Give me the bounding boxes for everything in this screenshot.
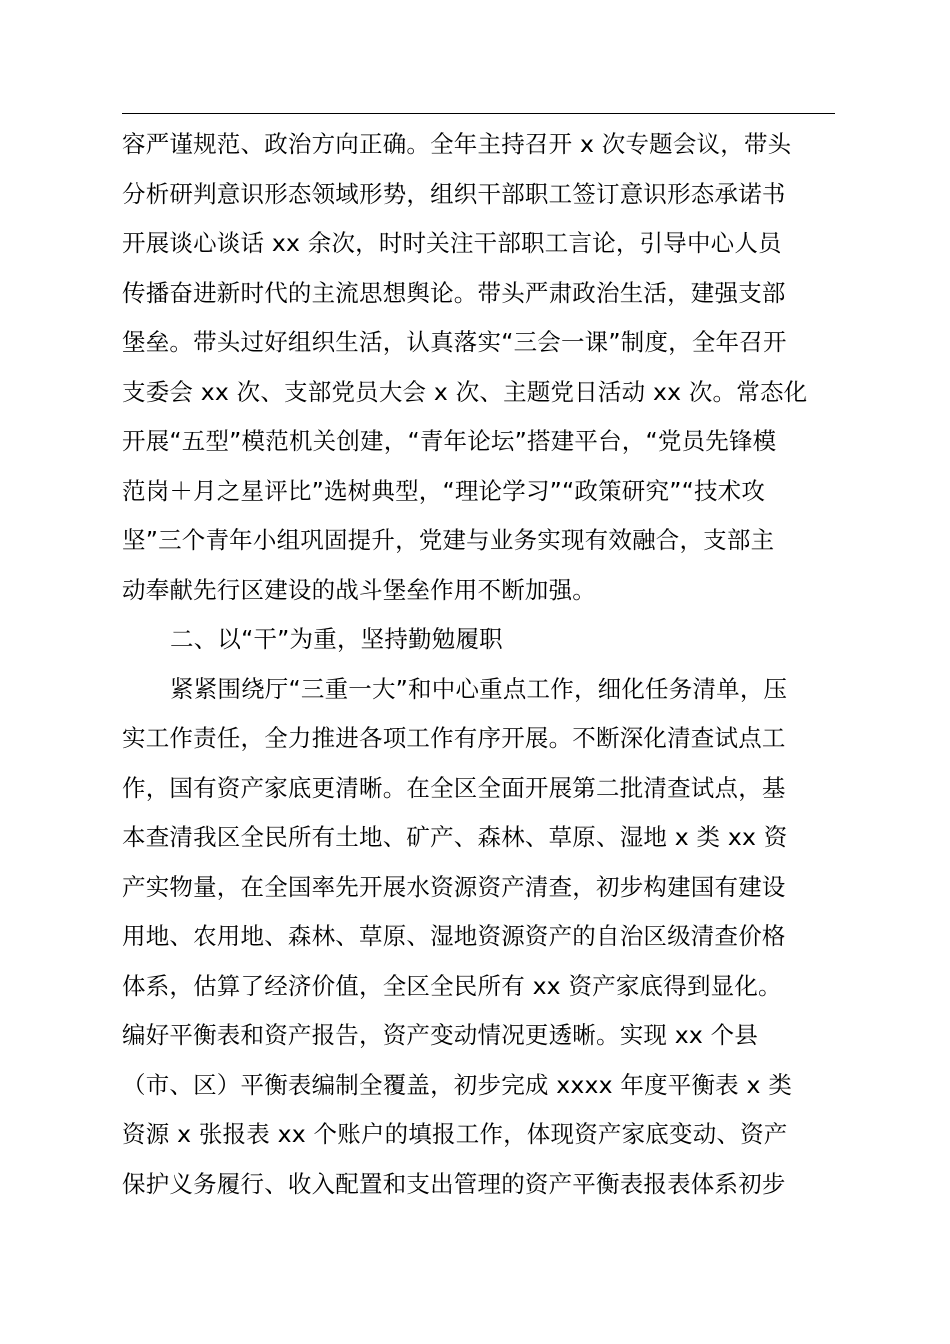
- text-line-9: 坚”三个青年小组巩固提升，党建与业务实现有效融合，支部主: [122, 526, 775, 554]
- body-text: [122, 120, 842, 1209]
- text-line-5: 堡垒。带头过好组织生活，认真落实“三会一课”制度，全年召开: [122, 328, 787, 356]
- text-line-15: 本查清我区全民所有土地、矿产、森林、草原、湿地 x 类 xx 资: [122, 823, 788, 851]
- section-heading: 二、以“干”为重，坚持勤勉履职: [170, 625, 503, 653]
- header-rule: [122, 113, 835, 114]
- text-line-16: 产实物量，在全国率先开展水资源资产清查，初步构建国有建设: [122, 872, 786, 901]
- text-line-12: 紧紧围绕厅“三重一大”和中心重点工作，细化任务清单，压: [170, 674, 788, 703]
- text-line-18: 体系，估算了经济价值，全区全民所有 xx 资产家底得到显化。: [122, 971, 782, 1000]
- text-line-8: 范岗＋月之星评比”选树典型，“理论学习”“政策研究”“技术攻: [122, 476, 766, 505]
- text-line-19: 编好平衡表和资产报告，资产变动情况更透晰。实现 xx 个县: [122, 1021, 759, 1049]
- text-line-14: 作，国有资产家底更清晰。在全区全面开展第二批清查试点，基: [122, 773, 786, 802]
- text-line-3: 开展谈心谈话 xx 余次，时时关注干部职工言论，引导中心人员: [122, 229, 782, 257]
- text-line-6: 支委会 xx 次、支部党员大会 x 次、主题党日活动 xx 次。常态化: [122, 377, 808, 406]
- text-line-13: 实工作责任，全力推进各项工作有序开展。不断深化清查试点工: [122, 724, 786, 752]
- text-line-4: 传播奋进新时代的主流思想舆论。带头严肃政治生活，建强支部: [122, 278, 786, 307]
- text-line-7: 开展“五型”模范机关创建，“青年论坛”搭建平台，“党员先锋模: [122, 427, 777, 455]
- text-line-20: （市、区）平衡表编制全覆盖，初步完成 xxxx 年度平衡表 x 类: [122, 1070, 793, 1099]
- text-line-17: 用地、农用地、森林、草原、湿地资源资产的自治区级清查价格: [122, 922, 786, 950]
- text-line-10: 动奉献先行区建设的战斗堡垒作用不断加强。: [122, 575, 596, 604]
- text-line-2: 分析研判意识形态领域形势，组织干部职工签订意识形态承诺书: [122, 179, 786, 208]
- text-line-1: 容严谨规范、政治方向正确。全年主持召开 x 次专题会议，带头: [122, 130, 792, 158]
- text-line-21: 资源 x 张报表 xx 个账户的填报工作，体现资产家底变动、资产: [122, 1120, 788, 1148]
- text-line-22: 保护义务履行、收入配置和支出管理的资产平衡表报表体系初步: [122, 1169, 786, 1198]
